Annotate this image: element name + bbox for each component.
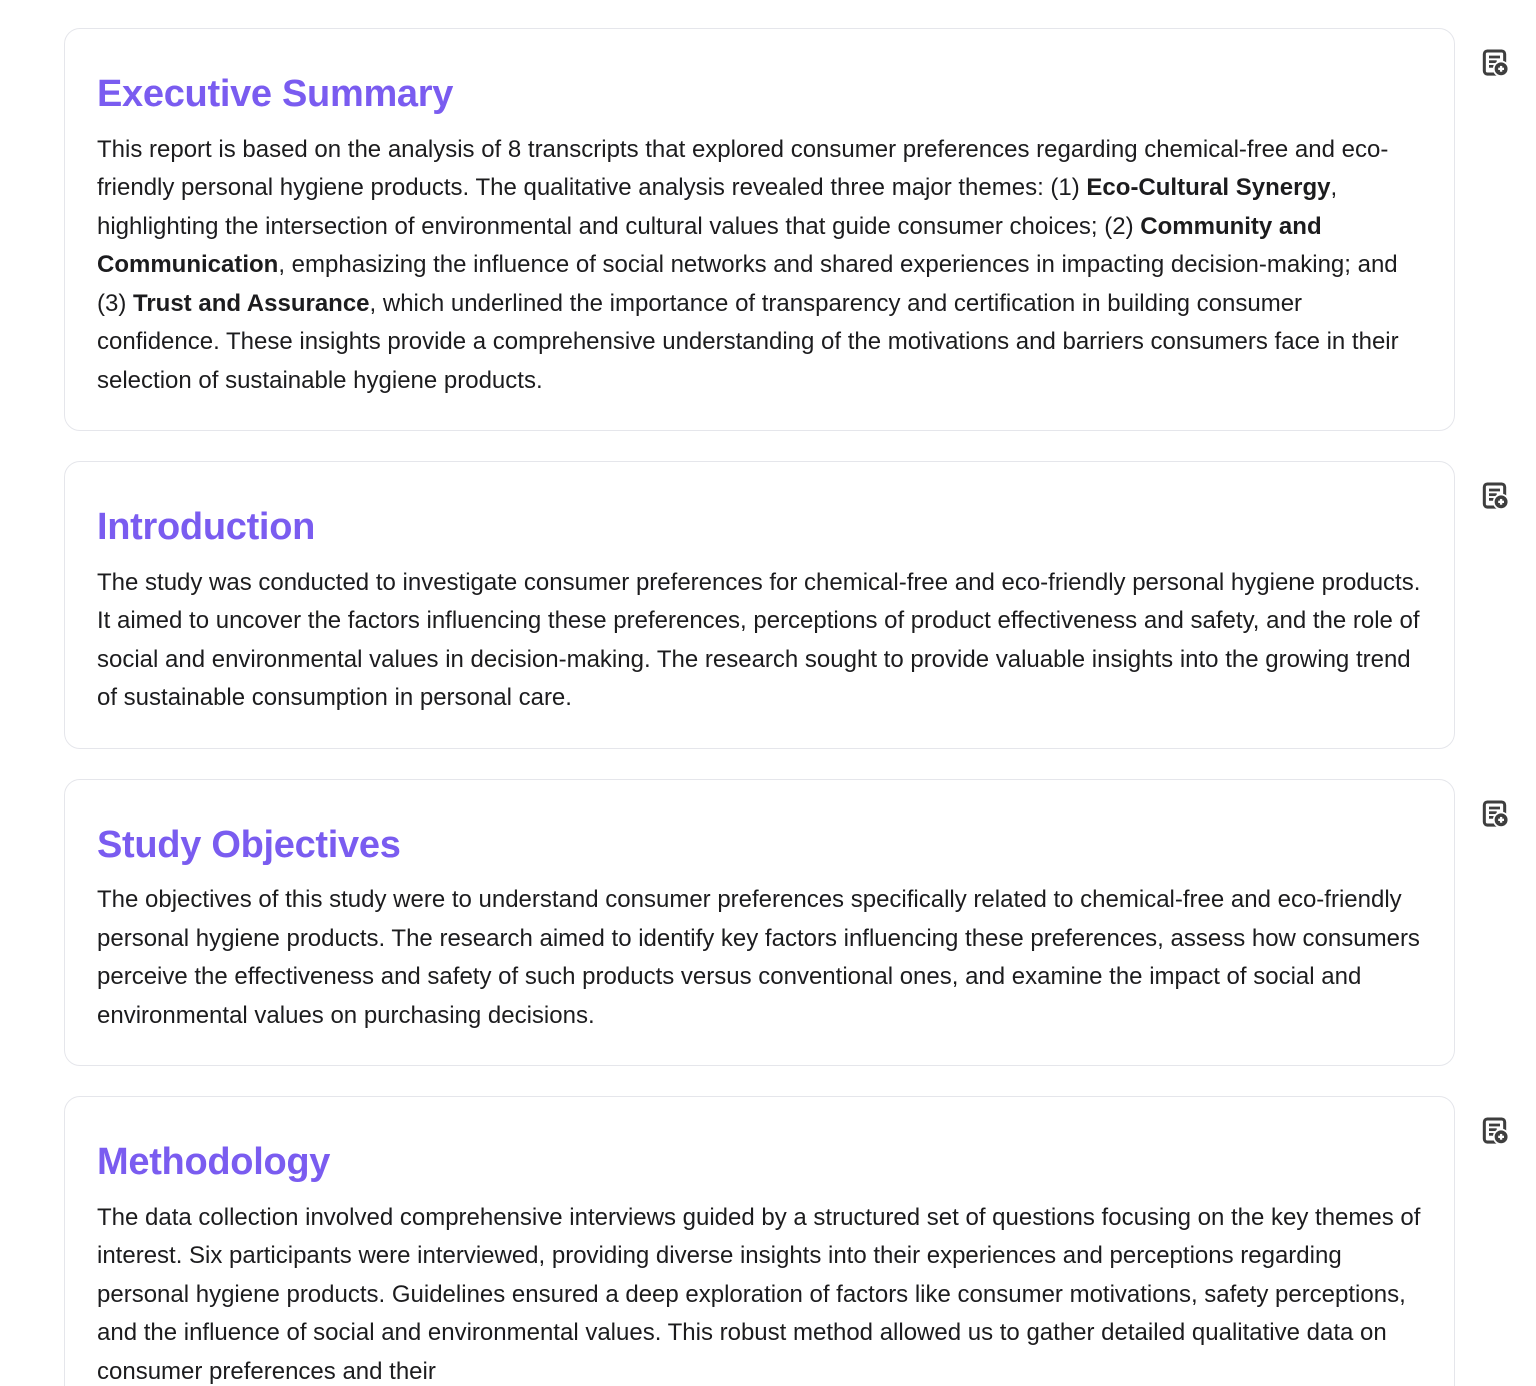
section-paragraph: The study was conducted to investigate consumer preferences for chemical-free and eco-friendly personal hygiene products. It aimed to uncover the factors influencing these preferences, perceptions of product effectiveness and safety, and the role of social and environmental values in decision-making. The research sought to provide valuable insights into the growing trend of sustainable consumption in personal care.: [97, 568, 1421, 711]
section-methodology: [64, 1096, 1512, 1386]
section-action-rail: [1455, 461, 1511, 512]
section-action-rail: [1455, 1096, 1511, 1147]
section-title: Executive Summary: [97, 73, 454, 115]
section-study-objectives: [64, 779, 1512, 1067]
add-to-notes-button[interactable]: [1478, 479, 1511, 512]
section-introduction: [64, 461, 1512, 749]
add-to-notes-button[interactable]: [1478, 46, 1511, 79]
section-card: [64, 1096, 1455, 1386]
note-add-icon: [1478, 479, 1511, 512]
section-title: Methodology: [97, 1141, 331, 1183]
section-paragraph: The data collection involved comprehensive interviews guided by a structured set of questions focusing on the key themes of interest. Six participants were interviewed, providing diverse insights into their experiences and perceptions regarding personal hygiene products. Guidelines ensured a deep exploration of factors like consumer motivations, safety perceptions, and the influence of social and environmental values. This robust method allowed us to gather detailed qualitative data on consumer preferences and their: [97, 1203, 1421, 1385]
section-title: Study Objectives: [97, 823, 401, 866]
note-add-icon: [1478, 797, 1511, 830]
section-title: Introduction: [97, 506, 316, 548]
add-to-notes-button[interactable]: [1478, 797, 1511, 830]
add-to-notes-button[interactable]: [1478, 1114, 1511, 1147]
section-card: [64, 461, 1455, 749]
section-card: [64, 28, 1455, 431]
note-add-icon: [1478, 46, 1511, 79]
section-paragraph: This report is based on the analysis of 8 transcripts that explored consumer preferences regarding chemical-free and eco-friendly personal hygiene products. The qualitative analysis revealed three major themes: (1) Eco-Cultural Synergy, highlighting the intersection of environmental and cultural values that guide consumer choices; (2) Community and Communication, emphasizing the influence of social networks and shared experiences in impacting decision-making; and (3) Trust and Assurance, which underlined the importance of transparency and certification in building consumer confidence. These insights provide a comprehensive understanding of the motivations and barriers consumers face in their selection of sustainable hygiene products.: [97, 135, 1399, 394]
section-paragraph: The objectives of this study were to understand consumer preferences specifically related to chemical-free and eco-friendly personal hygiene products. The research aimed to identify key factors influencing these preferences, assess how consumers perceive the effectiveness and safety of such products versus conventional ones, and examine the impact of social and environmental values on purchasing decisions.: [97, 886, 1420, 1029]
section-action-rail: [1455, 779, 1511, 830]
section-action-rail: [1455, 28, 1511, 79]
section-card: [64, 779, 1455, 1067]
section-executive-summary: [64, 28, 1512, 431]
note-add-icon: [1478, 1114, 1511, 1147]
